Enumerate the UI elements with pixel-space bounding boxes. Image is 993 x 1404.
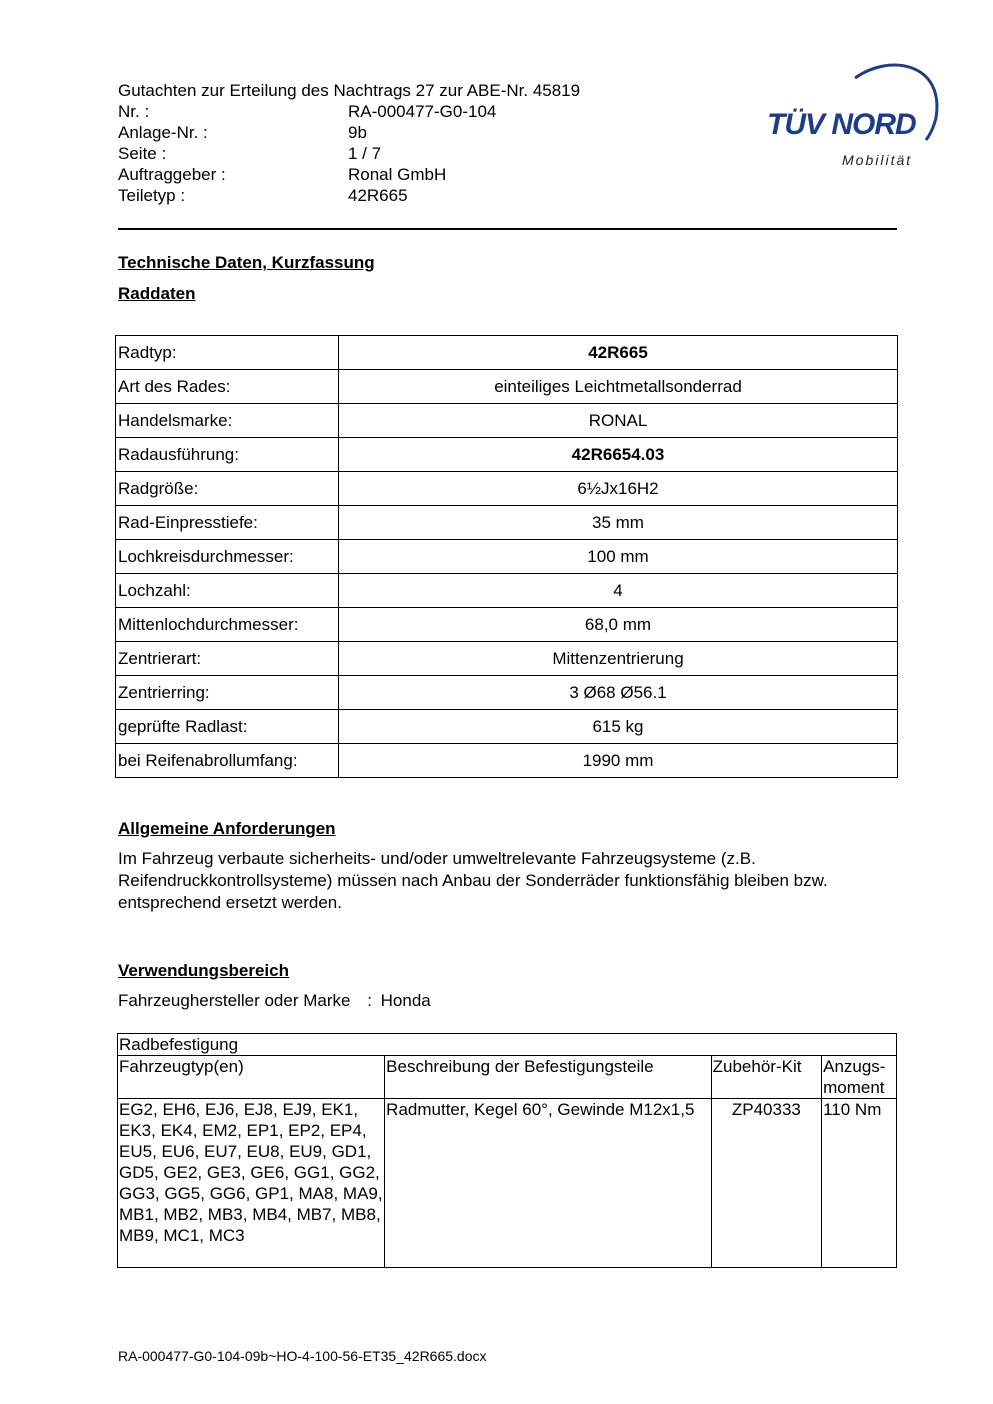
- row-label: bei Reifenabrollumfang:: [116, 744, 339, 778]
- wheel-data-table: [115, 335, 898, 778]
- row-label: Radtyp:: [116, 336, 339, 370]
- header-label: Auftraggeber :: [118, 165, 226, 184]
- logo-subtitle: Mobilität: [842, 152, 913, 168]
- table-row: [116, 574, 898, 608]
- anforderungen-paragraph: Im Fahrzeug verbaute sicherheits- und/oder umweltrelevante Fahrzeugsysteme (z.B. Reifendruckkontrollsysteme) müssen nach Anbau der Sonderräder funktionsfähig bleiben bzw. entsprechend ersetzt werden.: [118, 849, 828, 912]
- fastening-table: [117, 1033, 897, 1268]
- header-divider: [118, 228, 897, 230]
- table-row: [116, 608, 898, 642]
- section-heading-raddaten: Raddaten: [118, 284, 196, 303]
- header-label: Nr. :: [118, 102, 150, 121]
- row-label: Lochzahl:: [116, 574, 339, 608]
- header-row-auftraggeber: [118, 164, 580, 185]
- row-value: 615 kg: [339, 710, 898, 744]
- row-label: Lochkreisdurchmesser:: [116, 540, 339, 574]
- manufacturer-label: Fahrzeughersteller oder Marke: [118, 991, 351, 1010]
- table-row: [116, 404, 898, 438]
- section-heading-anforderungen: Allgemeine Anforderungen: [118, 819, 336, 838]
- row-value: 42R6654.03: [339, 438, 898, 472]
- header-row-teiletyp: [118, 185, 580, 206]
- table-row: [116, 710, 898, 744]
- row-value: 35 mm: [339, 506, 898, 540]
- table-caption-row: [118, 1034, 897, 1056]
- cell-vehicle-types: EG2, EH6, EJ6, EJ8, EJ9, EK1, EK3, EK4, EM2, EP1, EP2, EP4, EU5, EU6, EU7, EU8, EU9, GD1, GD5, GE2, GE3, GE6, GG1, GG2, GG3, GG5, GG6, GP1, MA8, MA9, MB1, MB2, MB3, MB4, MB7, MB8, MB9, MC1, MC3: [118, 1099, 385, 1268]
- document-title: Gutachten zur Erteilung des Nachtrags 27 zur ABE-Nr. 45819: [118, 81, 581, 100]
- table-row: [116, 506, 898, 540]
- row-value: 42R665: [339, 336, 898, 370]
- header-label: Teiletyp :: [118, 186, 186, 205]
- row-value: 6½Jx16H2: [339, 472, 898, 506]
- header-value: 42R665: [348, 186, 408, 205]
- section-heading-tech: Technische Daten, Kurzfassung: [118, 253, 375, 272]
- table-header-row: [118, 1056, 897, 1099]
- table-row: [116, 472, 898, 506]
- table-row: [118, 1099, 897, 1268]
- row-label: Art des Rades:: [116, 370, 339, 404]
- table-row: [116, 438, 898, 472]
- header-vehicle-types: Fahrzeugtyp(en): [118, 1056, 385, 1099]
- manufacturer-line: [118, 991, 431, 1011]
- row-label: Radausführung:: [116, 438, 339, 472]
- header-value: 1 / 7: [348, 144, 382, 163]
- header-row-nr: [118, 101, 580, 122]
- row-value: 68,0 mm: [339, 608, 898, 642]
- table-row: [116, 540, 898, 574]
- header-description: Beschreibung der Befestigungsteile: [385, 1056, 711, 1099]
- table-row: [116, 676, 898, 710]
- row-value: RONAL: [339, 404, 898, 438]
- header-kit: Zubehör-Kit: [711, 1056, 821, 1099]
- row-value: Mittenzentrierung: [339, 642, 898, 676]
- row-label: geprüfte Radlast:: [116, 710, 339, 744]
- fastening-caption: Radbefestigung: [118, 1034, 897, 1056]
- row-label: Zentrierring:: [116, 676, 339, 710]
- footer-filename: RA-000477-G0-104-09b~HO-4-100-56-ET35_42R665.docx: [118, 1348, 487, 1364]
- table-row: [116, 370, 898, 404]
- manufacturer-value: Honda: [380, 991, 431, 1010]
- header-row-anlage: [118, 122, 580, 143]
- header-label: Seite :: [118, 144, 167, 163]
- cell-kit: ZP40333: [711, 1099, 821, 1268]
- table-row: [116, 744, 898, 778]
- cell-torque: 110 Nm: [822, 1099, 897, 1268]
- row-value: 100 mm: [339, 540, 898, 574]
- logo-wordmark: TÜV NORD: [767, 108, 916, 141]
- table-row: [116, 642, 898, 676]
- tuv-nord-logo: [760, 58, 940, 173]
- header-label: Anlage-Nr. :: [118, 123, 208, 142]
- header-value: RA-000477-G0-104: [348, 102, 497, 121]
- header-value: 9b: [348, 123, 367, 142]
- row-label: Rad-Einpresstiefe:: [116, 506, 339, 540]
- row-value: 1990 mm: [339, 744, 898, 778]
- table-row: [116, 336, 898, 370]
- cell-description: Radmutter, Kegel 60°, Gewinde M12x1,5: [385, 1099, 711, 1268]
- row-label: Handelsmarke:: [116, 404, 339, 438]
- header-value: Ronal GmbH: [348, 165, 447, 184]
- manufacturer-separator: :: [367, 991, 372, 1010]
- row-label: Mittenlochdurchmesser:: [116, 608, 339, 642]
- row-value: 4: [339, 574, 898, 608]
- row-label: Zentrierart:: [116, 642, 339, 676]
- document-header: [118, 80, 580, 206]
- row-value: 3 Ø68 Ø56.1: [339, 676, 898, 710]
- row-value: einteiliges Leichtmetallsonderrad: [339, 370, 898, 404]
- section-heading-verwendung: Verwendungsbereich: [118, 961, 289, 980]
- header-torque: Anzugs-moment: [822, 1056, 897, 1099]
- row-label: Radgröße:: [116, 472, 339, 506]
- header-row-seite: [118, 143, 580, 164]
